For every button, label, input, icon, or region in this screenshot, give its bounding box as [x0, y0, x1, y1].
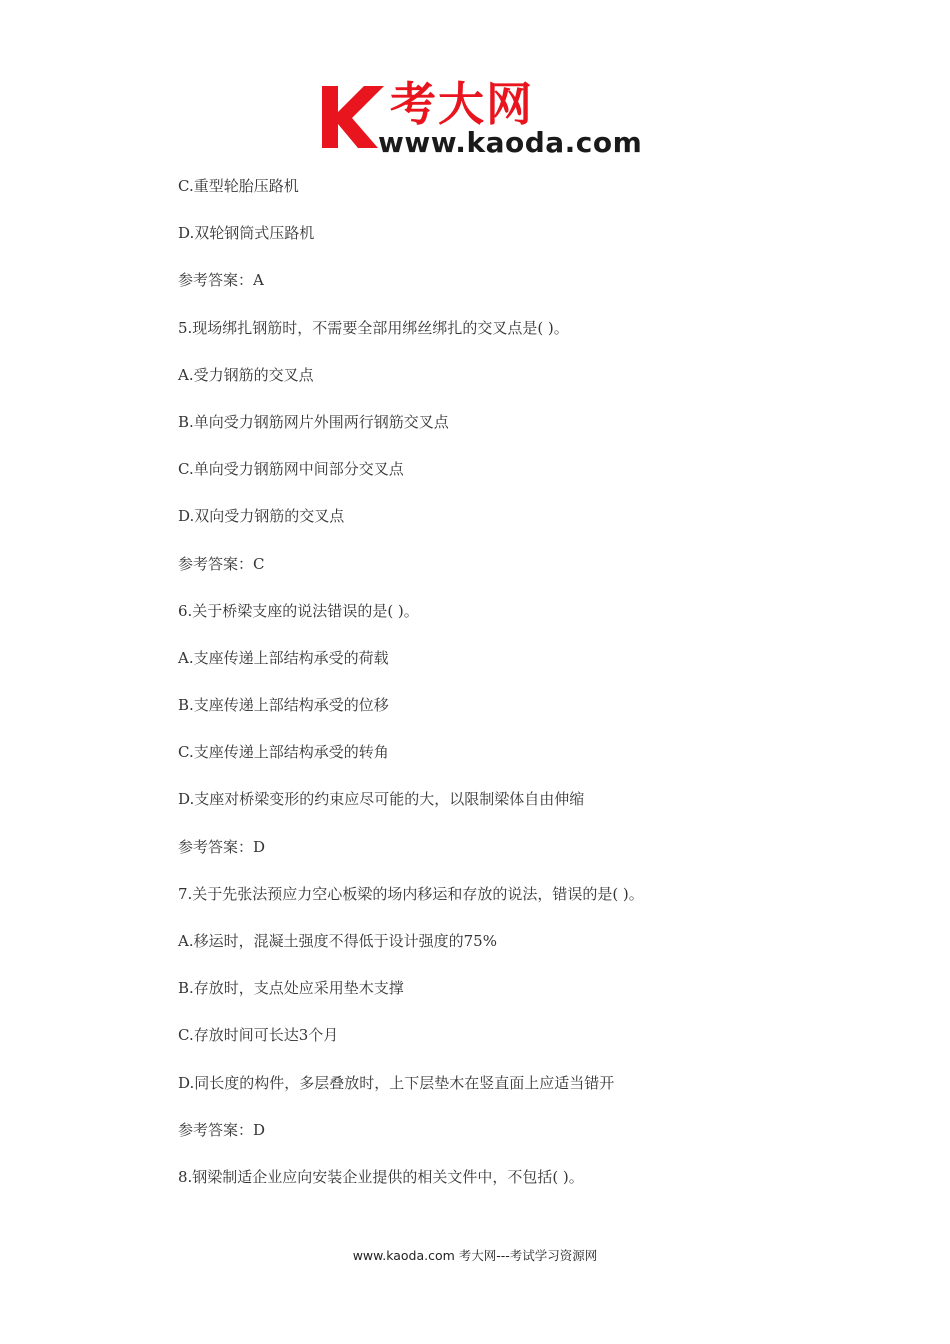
option-line: D.双轮钢筒式压路机 [178, 224, 315, 243]
option-line: C.存放时间可长达3个月 [178, 1026, 339, 1045]
answer-line: 参考答案：A [178, 271, 264, 290]
document-body [178, 172, 878, 1210]
answer-line: 参考答案：D [178, 837, 266, 856]
option-line: B.存放时，支点处应采用垫木支撑 [178, 979, 404, 998]
option-line: A.移运时，混凝土强度不得低于设计强度的75% [178, 932, 497, 950]
question-line: 8.钢梁制适企业应向安装企业提供的相关文件中，不包括( )。 [178, 1167, 584, 1186]
page-footer: www.kaoda.com 考大网---考试学习资源网 [352, 1248, 598, 1263]
option-line: C.单向受力钢筋网中间部分交叉点 [178, 460, 404, 479]
option-line: B.支座传递上部结构承受的位移 [178, 696, 389, 715]
question-line: 7.关于先张法预应力空心板梁的场内移运和存放的说法，错误的是( )。 [178, 884, 644, 903]
logo-chinese-text: 考大网 [390, 77, 534, 131]
option-line: D.支座对桥梁变形的约束应尽可能的大，以限制梁体自由伸缩 [178, 790, 585, 809]
option-line: A.支座传递上部结构承受的荷载 [178, 648, 389, 667]
answer-line: 参考答案：C [178, 554, 265, 573]
question-line: 5.现场绑扎钢筋时，不需要全部用绑丝绑扎的交叉点是( )。 [178, 318, 569, 337]
option-line: D.同长度的构件，多层叠放时，上下层垫木在竖直面上应适当错开 [178, 1073, 615, 1092]
kaoda-logo [318, 77, 643, 160]
option-line: A.受力钢筋的交叉点 [178, 365, 314, 384]
logo-url-text: www.kaoda.com [378, 126, 643, 159]
option-line: B.单向受力钢筋网片外围两行钢筋交叉点 [178, 412, 449, 431]
question-line: 6.关于桥梁支座的说法错误的是( )。 [178, 601, 419, 620]
answer-line: 参考答案：D [178, 1120, 266, 1139]
option-line: C.支座传递上部结构承受的转角 [178, 743, 389, 762]
option-line: D.双向受力钢筋的交叉点 [178, 507, 345, 526]
option-line: C.重型轮胎压路机 [178, 177, 299, 195]
